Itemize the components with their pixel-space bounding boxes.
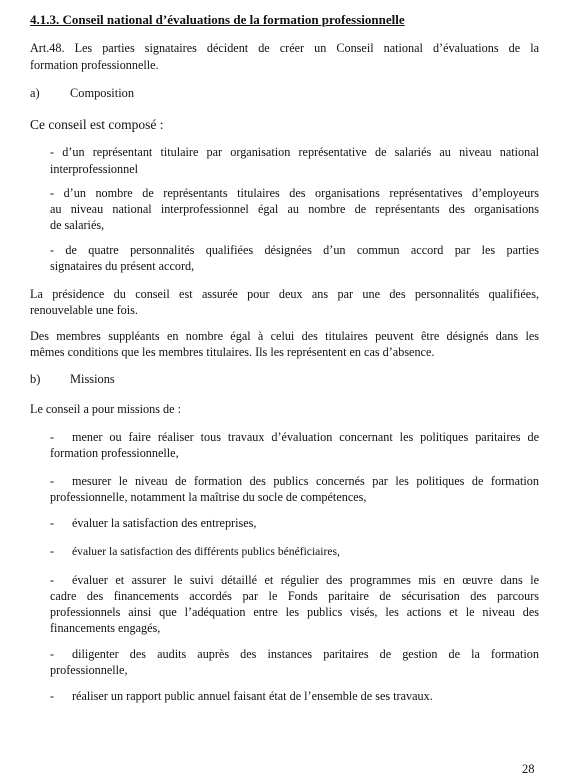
mission-2-line-2: professionnelle, notamment la maîtrise du socle de compétences, — [50, 490, 367, 504]
mission-2-dash: - — [50, 474, 55, 488]
mission-7-line-1: réaliser un rapport public annuel faisant état de l’ensemble de ses travaux. — [72, 689, 433, 703]
mission-5-line-3: professionnels ainsi que l’adéquation entre les publics visés, les actions et le niveau des — [50, 605, 539, 619]
section-b-title: Missions — [70, 372, 115, 386]
composition-intro: Ce conseil est composé : — [30, 117, 164, 132]
composition-item-3-line-2: signataires du présent accord, — [50, 259, 195, 273]
mission-5-line-1: évaluer et assurer le suivi détaillé et régulier des programmes mis en œuvre dans le — [72, 573, 539, 587]
mission-5-line-2: cadre des financements accordés par le Fonds paritaire de sécurisation des parcours — [50, 589, 539, 603]
mission-7-dash: - — [50, 689, 55, 703]
suppleants-line-1: Des membres suppléants en nombre égal à celui des titulaires peuvent être désignés dans les — [30, 329, 539, 343]
article-line-2: formation professionnelle. — [30, 58, 159, 72]
section-a-title: Composition — [70, 86, 135, 100]
section-b-label: b) — [30, 372, 41, 386]
mission-4-dash: - — [50, 544, 55, 558]
suppleants-line-2: mêmes conditions que les membres titulaires. Ils les représentent en cas d’absence. — [30, 345, 435, 359]
presidence-line-1: La présidence du conseil est assurée pour deux ans par une des personnalités qualifiées, — [30, 287, 539, 301]
mission-1-line-1: mener ou faire réaliser tous travaux d’évaluation concernant les politiques paritaires de — [72, 430, 539, 444]
mission-2-line-1: mesurer le niveau de formation des publics concernés par les politiques de formation — [72, 474, 539, 488]
section-heading: 4.1.3. Conseil national d’évaluations de la formation professionnelle — [30, 12, 405, 27]
composition-item-3-line-1: - de quatre personnalités qualifiées désignées d’un commun accord par les parties — [50, 243, 539, 257]
composition-item-2-line-3: de salariés, — [50, 218, 105, 232]
missions-intro: Le conseil a pour missions de : — [30, 402, 181, 416]
composition-item-2-line-1: - d’un nombre de représentants titulaires des organisations représentatives d’employeurs — [50, 186, 539, 200]
composition-item-1-line-1: - d’un représentant titulaire par organisation représentative de salariés au niveau national — [50, 145, 539, 159]
mission-1-line-2: formation professionnelle, — [50, 446, 179, 460]
composition-item-1-line-2: interprofessionnel — [50, 162, 138, 176]
mission-6-dash: - — [50, 647, 55, 661]
presidence-line-2: renouvelable une fois. — [30, 303, 138, 317]
page-number: 28 — [522, 762, 535, 776]
mission-6-line-2: professionnelle, — [50, 663, 128, 677]
mission-5-line-4: financements engagés, — [50, 621, 161, 635]
mission-6-line-1: diligenter des audits auprès des instances paritaires de gestion de la formation — [72, 647, 539, 661]
mission-5-dash: - — [50, 573, 55, 587]
mission-3-dash: - — [50, 516, 55, 530]
mission-1-dash: - — [50, 430, 55, 444]
composition-item-2-line-2: au niveau national interprofessionnel égal au nombre de représentants des organisations — [50, 202, 539, 216]
mission-4-line-1: évaluer la satisfaction des différents publics bénéficiaires, — [72, 545, 340, 558]
mission-3-line-1: évaluer la satisfaction des entreprises, — [72, 516, 257, 530]
article-line-1: Art.48. Les parties signataires décident de créer un Conseil national d’évaluations de la — [30, 41, 539, 55]
section-a-label: a) — [30, 86, 40, 100]
